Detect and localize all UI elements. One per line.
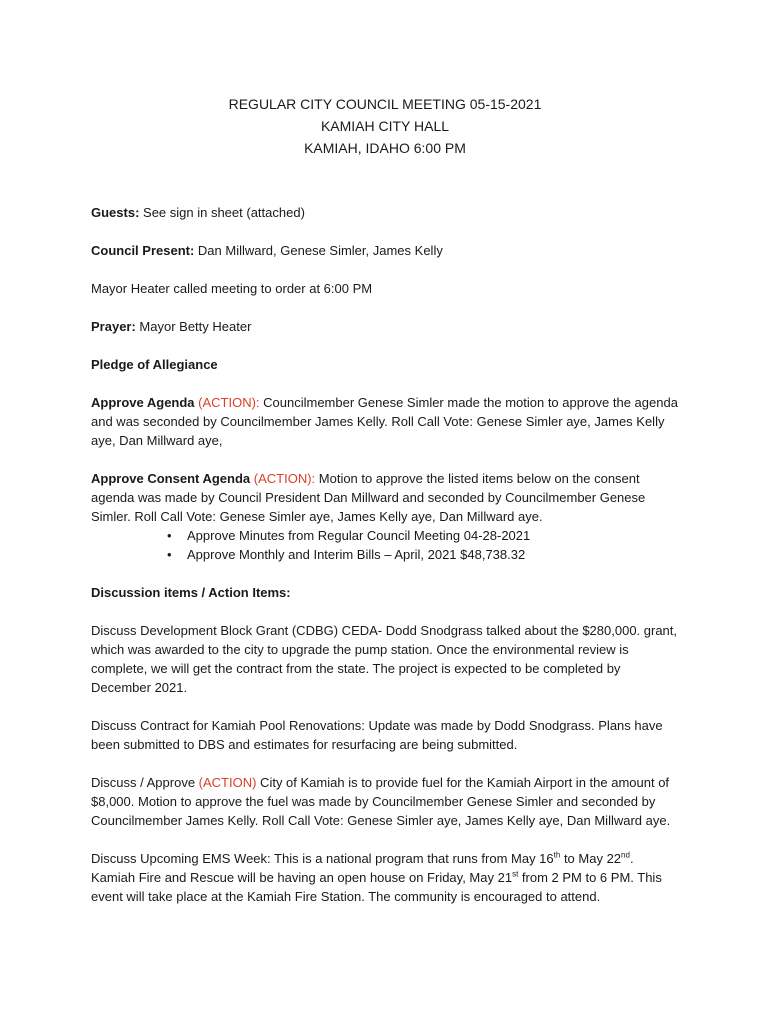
pledge-heading: Pledge of Allegiance: [91, 357, 218, 372]
prayer-text: Mayor Betty Heater: [135, 319, 252, 334]
meeting-location: KAMIAH CITY HALL: [320, 118, 450, 134]
consent-item-minutes: Approve Minutes from Regular Council Meeting 04-28-2021: [187, 528, 531, 543]
minutes-body: [91, 203, 681, 925]
ems-text-part2: to May 22: [560, 851, 622, 866]
ems-text-part1: Discuss Upcoming EMS Week: This is a national program that runs from May 16: [91, 851, 554, 866]
ems-sup3: st: [512, 869, 519, 879]
prayer-label: Prayer:: [91, 319, 136, 334]
discussion-ems-paragraph: [91, 849, 681, 906]
approve-agenda-paragraph: [91, 393, 681, 450]
ems-text-part4: from 2 PM to 6 PM. This event will take place at the Kamiah Fire Station. The community is encouraged to attend.: [91, 870, 662, 904]
approve-agenda-label: Approve Agenda: [91, 395, 195, 410]
discussion-fuel-prefix: Discuss / Approve: [91, 775, 199, 790]
council-present-label: Council Present:: [91, 243, 195, 258]
prayer-paragraph: [91, 317, 681, 336]
approve-agenda-text: Councilmember Genese Simler made the motion to approve the agenda and was seconded by Councilmember James Kelly. Roll Call Vote: Genese Simler aye, James Kelly aye, Dan Millward aye,: [91, 395, 678, 448]
consent-item-bills: Approve Monthly and Interim Bills – April, 2021 $48,738.32: [187, 547, 526, 562]
council-present-text: Dan Millward, Genese Simler, James Kelly: [194, 243, 443, 258]
guests-text: See sign in sheet (attached): [139, 205, 305, 220]
approve-consent-paragraph: [91, 469, 681, 526]
meeting-city-time: KAMIAH, IDAHO 6:00 PM: [304, 140, 466, 156]
approve-agenda-action-tag: (ACTION):: [194, 395, 260, 410]
approve-consent-action-tag: (ACTION):: [250, 471, 316, 486]
discussion-heading: Discussion items / Action Items:: [91, 585, 291, 600]
bullet-icon: •: [167, 528, 172, 543]
discussion-cdbg-paragraph: Discuss Development Block Grant (CDBG) CEDA- Dodd Snodgrass talked about the $280,000. grant, which was awarded to the city to upgrade the pump station. Once the environmental review is complete, we will get the contract from the state. The project is expected to be completed by December 2021.: [91, 623, 678, 695]
guests-paragraph: [91, 203, 681, 222]
approve-consent-label: Approve Consent Agenda: [91, 471, 251, 486]
discussion-fuel-action-tag: (ACTION): [198, 775, 257, 790]
list-item: [167, 526, 681, 545]
ems-text-part3: . Kamiah Fire and Rescue will be having an open house on Friday, May 21: [91, 851, 634, 885]
list-item: [167, 545, 681, 564]
approve-consent-text: Motion to approve the listed items below on the consent agenda was made by Council President Dan Millward and seconded by Councilmember Genese Simler. Roll Call Vote: Genese Simler aye, James Kelly aye, Dan Millward aye.: [91, 471, 646, 524]
discussion-pool-paragraph: Discuss Contract for Kamiah Pool Renovations: Update was made by Dodd Snodgrass. Plans have been submitted to DBS and estimates for resurfacing are being submitted.: [91, 718, 663, 752]
guests-label: Guests:: [91, 205, 140, 220]
consent-items-list: [91, 526, 681, 564]
call-to-order-paragraph: Mayor Heater called meeting to order at 6:00 PM: [91, 281, 373, 296]
ems-sup1: th: [553, 850, 561, 860]
discussion-fuel-paragraph: [91, 773, 681, 830]
council-present-paragraph: [91, 241, 681, 260]
ems-sup2: nd: [621, 850, 630, 860]
document-header: [0, 93, 770, 159]
discussion-fuel-text: City of Kamiah is to provide fuel for the Kamiah Airport in the amount of $8,000. Motion to approve the fuel was made by Councilmember Genese Simler and seconded by Councilmember James Kelly. Roll Call Vote: Genese Simler aye, James Kelly aye, Dan Millward aye.: [91, 775, 671, 828]
bullet-icon: •: [167, 547, 172, 562]
meeting-title: REGULAR CITY COUNCIL MEETING 05-15-2021: [228, 96, 542, 112]
